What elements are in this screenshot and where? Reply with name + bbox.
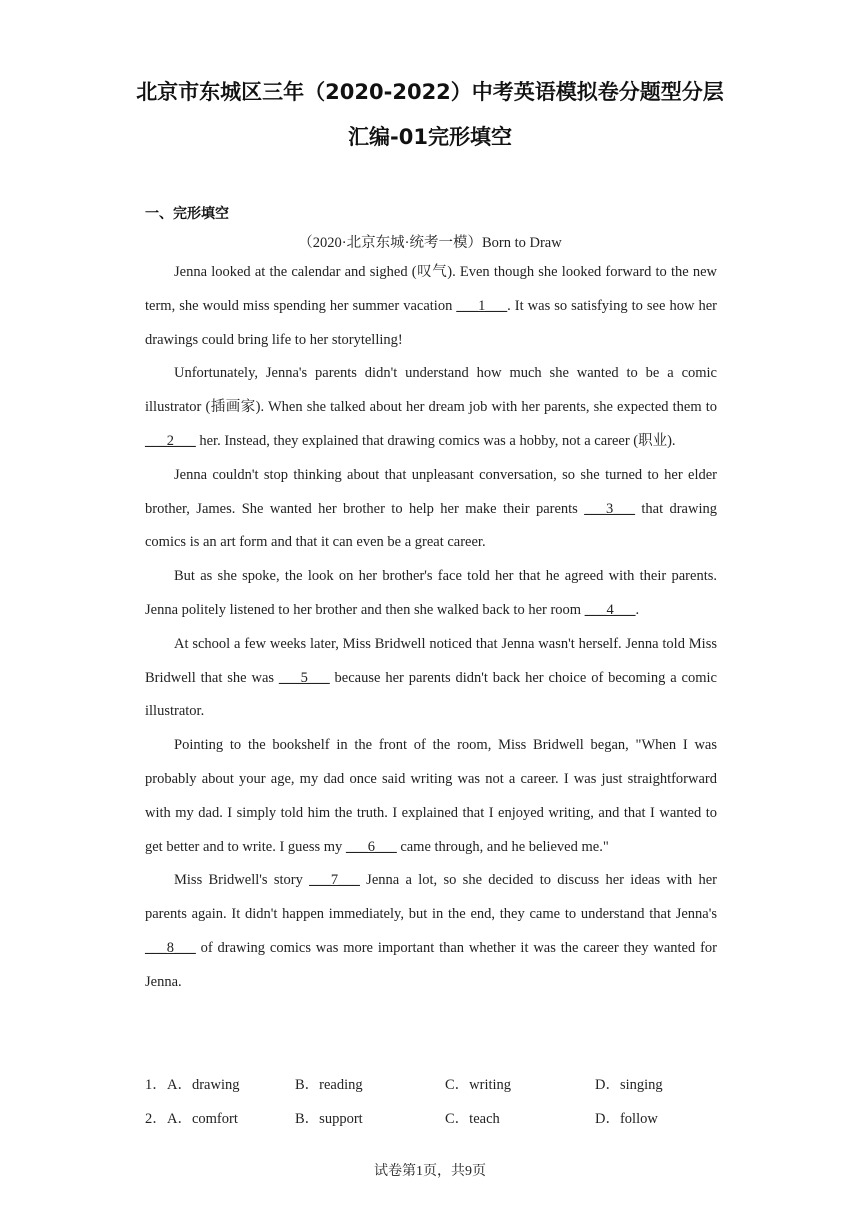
paragraph-text: Jenna looked at the calendar and sighed (叹气). Even though she looked forward to the new term, she would miss spending her summer vacation xyxy=(145,264,717,314)
blank-8: ___8___ xyxy=(145,939,196,956)
paragraph xyxy=(145,459,717,560)
option-a: A．comfort xyxy=(167,1111,238,1127)
blank-3: ___3___ xyxy=(584,500,635,517)
paragraph xyxy=(145,864,717,999)
passage-source: （2020·北京东城·统考一模）Born to Draw xyxy=(298,235,562,251)
document-title-line1: 北京市东城区三年（2020-2022）中考英语模拟卷分题型分层 xyxy=(136,80,724,104)
paragraph xyxy=(145,560,717,628)
blank-2: ___2___ xyxy=(145,432,196,449)
paragraph-text: Pointing to the bookshelf in the front of the room, Miss Bridwell began, "When I was probably about your age, my dad once said writing was not a career. I was just straightforward with my dad. I simply told him the truth. I explained that I enjoyed writing, and that I wanted to get better and to write. I guess my xyxy=(145,737,717,855)
question-number: 1． xyxy=(145,1077,167,1093)
option-a: A．drawing xyxy=(167,1077,240,1093)
blank-4: ___4___ xyxy=(584,601,636,618)
option-b: B．support xyxy=(295,1111,363,1127)
blank-6: ___6___ xyxy=(345,838,397,855)
paragraph-text: came through, and he believed me." xyxy=(396,838,609,855)
paragraph-text: Miss Bridwell's story xyxy=(174,872,310,889)
paragraph-text: because her parents didn't back her choice of becoming a comic illustrator. xyxy=(145,669,717,720)
question-row xyxy=(145,1102,745,1136)
paragraph-text: At school a few weeks later, Miss Bridwell noticed that Jenna wasn't herself. Jenna told Miss Bridwell that she was xyxy=(145,635,717,686)
question-row xyxy=(145,1068,745,1102)
option-c: C．teach xyxy=(445,1111,500,1127)
question-options xyxy=(145,1068,745,1136)
paragraph-text: Unfortunately, Jenna's parents didn't understand how much she wanted to be a comic illustrator (插画家). When she talked about her dream job with her parents, she expected them to xyxy=(145,365,717,416)
option-b: B．reading xyxy=(295,1077,363,1093)
blank-7: ___7___ xyxy=(309,872,360,889)
paragraph-text: But as she spoke, the look on her brother's face told her that he agreed with their parents. Jenna politely listened to her brother and then she walked back to her room xyxy=(145,568,717,618)
option-d: D．follow xyxy=(595,1111,658,1127)
passage-body xyxy=(145,256,717,1000)
section-heading: 一、完形填空 xyxy=(145,206,229,222)
blank-5: ___5___ xyxy=(278,669,330,686)
paragraph xyxy=(145,628,717,729)
paragraph xyxy=(145,729,717,864)
paragraph xyxy=(145,256,717,357)
document-title-line2: 汇编-01完形填空 xyxy=(348,125,512,149)
paragraph-text: Jenna couldn't stop thinking about that unpleasant conversation, so she turned to her elder brother, James. She wanted her brother to help her make their parents xyxy=(145,466,717,517)
paragraph-text: of drawing comics was more important than whether it was the career they wanted for Jenna. xyxy=(145,939,717,990)
option-c: C．writing xyxy=(445,1077,512,1093)
paragraph-text: that drawing comics is an art form and that it can even be a great career. xyxy=(145,500,717,551)
paragraph-text: her. Instead, they explained that drawing comics was a hobby, not a career (职业). xyxy=(195,432,676,449)
question-number: 2． xyxy=(145,1111,167,1127)
blank-1: ___1___ xyxy=(456,297,508,314)
option-d: D．singing xyxy=(595,1077,663,1093)
paragraph-text: Jenna a lot, so she decided to discuss her ideas with her parents again. It didn't happen immediately, but in the end, they came to understand that Jenna's xyxy=(145,872,717,923)
paragraph-text: . xyxy=(635,601,640,618)
paragraph-text: . It was so satisfying to see how her drawings could bring life to her storytelling! xyxy=(145,297,717,348)
page-footer: 试卷第1页，共9页 xyxy=(374,1164,486,1179)
paragraph xyxy=(145,357,717,458)
